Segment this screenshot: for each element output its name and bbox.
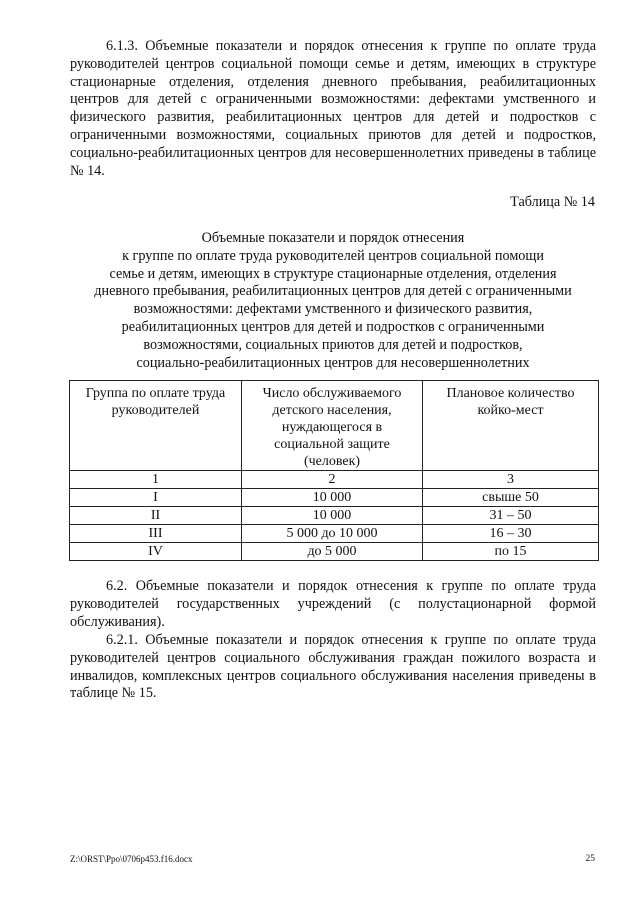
table-cell: 16 – 30: [423, 525, 599, 543]
table-title-line: возможностями: дефектами умственного и физического развития,: [133, 301, 533, 318]
table-cell: I: [70, 489, 242, 507]
paragraph-6-2: 6.2. Объемные показатели и порядок отнесения к группе по оплате труда руководителей государственных учреждений (с полустационарной формой обслуживания).: [70, 578, 596, 630]
table-cell: 10 000: [242, 507, 423, 525]
table-cell: 10 000: [242, 489, 423, 507]
table-row: [70, 525, 599, 543]
header-pay-group: Группа по оплате труда руководителей: [70, 381, 242, 471]
table-cell: III: [70, 525, 242, 543]
table-cell: до 5 000: [242, 543, 423, 561]
table-cell: II: [70, 507, 242, 525]
table-cell: свыше 50: [423, 489, 599, 507]
table-row: [70, 489, 599, 507]
table-row: [70, 507, 599, 525]
table-cell: по 15: [423, 543, 599, 561]
table-title-line: Объемные показатели и порядок отнесения: [201, 230, 465, 246]
table-header-row: [70, 381, 599, 471]
data-table: [69, 380, 599, 561]
table-row: [70, 543, 599, 561]
table-label: Таблица № 14: [510, 194, 595, 210]
header-population: Число обслуживаемого детского населения, нуждающегося в социальной защите (человек): [242, 381, 423, 471]
table-title-line: дневного пребывания, реабилитационных центров для детей с ограниченными: [94, 283, 572, 300]
table-cell: 31 – 50: [423, 507, 599, 525]
paragraph-6-2-1: 6.2.1. Объемные показатели и порядок отнесения к группе по оплате труда руководителей центров социального обслуживания граждан пожилого возраста и инвалидов, комплексных центров социального обслуживания населения приведены в таблице № 15.: [70, 632, 596, 702]
table-row: [70, 471, 599, 489]
paragraph-6-1-3: 6.1.3. Объемные показатели и порядок отнесения к группе по оплате труда руководителей центров социальной помощи семье и детям, имеющих в структуре стационарные отделения, отделения дневного пребывания, реабилитационных центров для детей с ограниченными возможностями: дефектами умственного и физического развития, реабилитационных центров для детей и подростков с ограниченными возможностями, социальных приютов для детей и подростков, социально-реабилитационных центров для несовершеннолетних приведены в таблице № 14.: [70, 38, 596, 179]
footer-file-path: Z:\ORST\Ppo\0706p453.f16.docx: [70, 854, 193, 864]
table-cell: 3: [423, 471, 599, 489]
table-title-line: возможностями, социальных приютов для детей и подростков,: [143, 336, 523, 353]
table-cell: 1: [70, 471, 242, 489]
table-title-line: реабилитационных центров для детей и подростков с ограниченными: [121, 318, 545, 335]
table-title: [60, 230, 606, 372]
table-title-line: к группе по оплате труда руководителей центров социальной помощи: [122, 247, 544, 264]
header-beds: Плановое количество койко-мест: [423, 381, 599, 471]
table-title-line: семье и детям, имеющих в структуре стационарные отделения, отделения: [109, 265, 557, 282]
table-cell: IV: [70, 543, 242, 561]
footer-page-number: 25: [585, 854, 595, 864]
table-cell: 2: [242, 471, 423, 489]
table-cell: 5 000 до 10 000: [242, 525, 423, 543]
table-title-line: социально-реабилитационных центров для несовершеннолетних: [136, 354, 530, 371]
